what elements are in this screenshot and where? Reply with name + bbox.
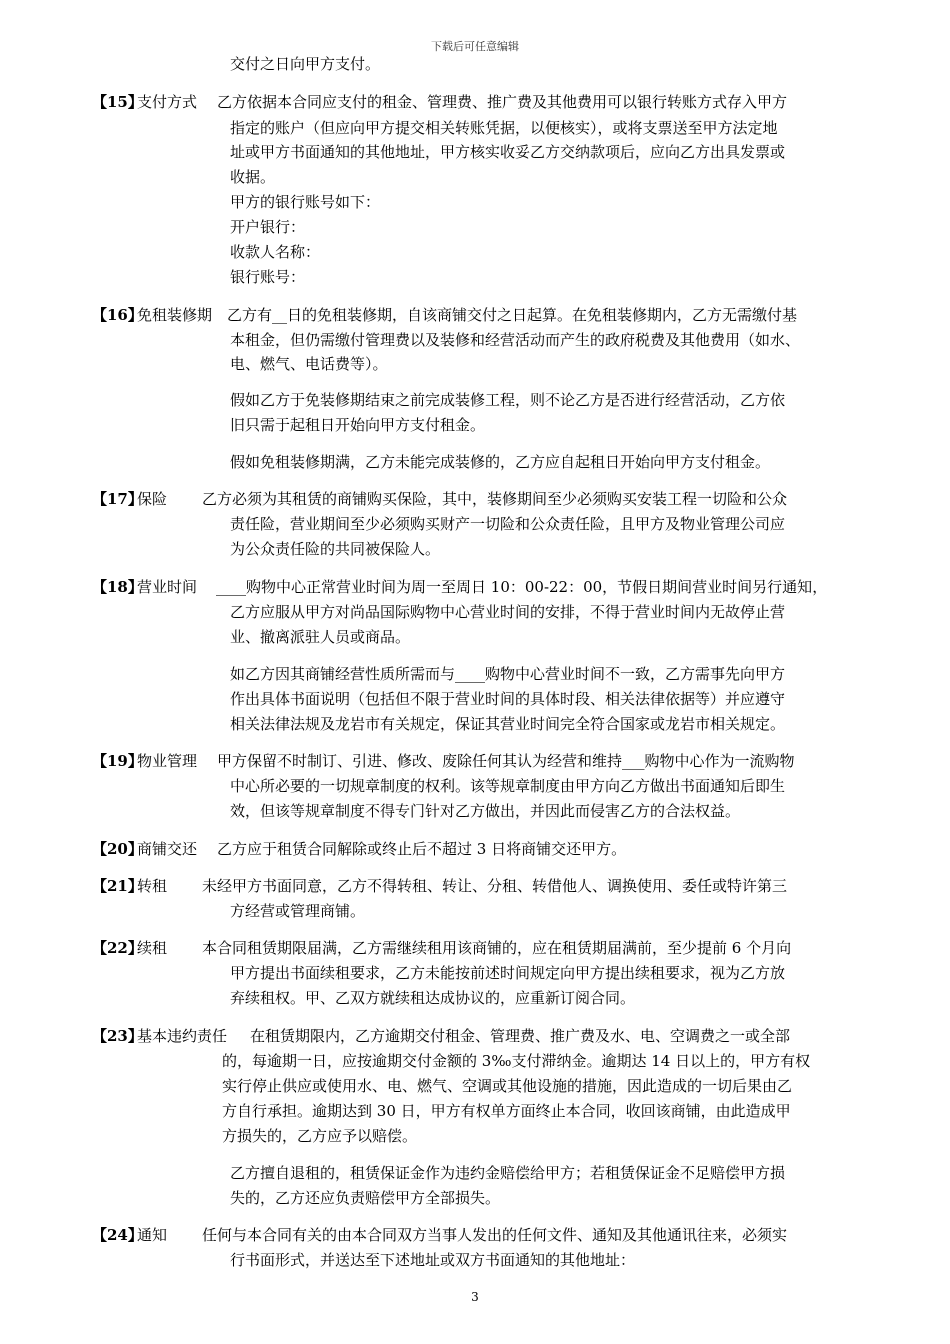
clause-text-line: 址或甲方书面通知的其他地址，甲方核实收妥乙方交纳款项后，应向乙方出具发票或 [230,143,786,161]
clause-text-line: 银行账号： [230,268,306,286]
clause-text-line: 中心所必要的一切规章制度的权利。该等规章制度由甲方向乙方做出书面通知后即生 [230,777,786,795]
clause-number: 【23】 [92,1027,143,1045]
clause-number: 【21】 [92,877,143,895]
clause-text-line: 方经营或管理商铺。 [230,902,366,920]
clause-text-line: 收据。 [230,168,276,186]
clause-text-line: 收款人名称： [230,243,321,261]
clause-text-line: 交付之日向甲方支付。 [230,55,381,73]
clause-text-line: 本合同租赁期限届满，乙方需继续租用该商铺的，应在租赁期届满前，至少提前 6 个月向 [202,939,792,957]
clause-text-line: 甲方的银行账号如下： [230,193,381,211]
clause-number: 【18】 [92,578,143,596]
page-number: 3 [471,1290,479,1304]
clause-title: 基本违约责任 [137,1027,228,1045]
clause-text-line: 乙方有__日的免租装修期，自该商铺交付之日起算。在免租装修期内，乙方无需缴付基 [227,306,798,324]
clause-number: 【15】 [92,93,143,111]
clause-text-line: 电、燃气、电话费等）。 [230,355,388,373]
clause-title: 转租 [137,877,168,895]
clause-text-line: 未经甲方书面同意，乙方不得转租、转让、分租、转借他人、调换使用、委任或特许第三 [202,877,788,895]
clause-title: 续租 [137,939,168,957]
clause-text-line: 如乙方因其商铺经营性质所需而与____购物中心营业时间不一致，乙方需事先向甲方 [230,665,786,683]
clause-text-line: 乙方应服从甲方对尚品国际购物中心营业时间的安排，不得于营业时间内无故停止营 [230,603,786,621]
clause-text-line: 作出具体书面说明（包括但不限于营业时间的具体时段、相关法律依据等）并应遵守 [230,690,786,708]
clause-text-line: 假如免租装修期满，乙方未能完成装修的，乙方应自起租日开始向甲方支付租金。 [230,453,771,471]
clause-title: 商铺交还 [137,840,198,858]
clause-text-line: 为公众责任险的共同被保险人。 [230,540,441,558]
clause-number: 【19】 [92,752,143,770]
clause-number: 【24】 [92,1226,143,1244]
clause-title: 免租装修期 [137,306,213,324]
clause-text-line: 行书面形式，并送达至下述地址或双方书面通知的其他地址： [230,1251,636,1269]
clause-text-line: 乙方必须为其租赁的商铺购买保险，其中，装修期间至少必须购买安装工程一切险和公众 [202,490,788,508]
clause-text-line: 方损失的，乙方应予以赔偿。 [222,1127,418,1145]
clause-number: 【22】 [92,939,143,957]
clause-text-line: 指定的账户（但应向甲方提交相关转账凭据，以便核实），或将支票送至甲方法定地 [230,119,778,137]
clause-text-line: 假如乙方于免装修期结束之前完成装修工程，则不论乙方是否进行经营活动，乙方依 [230,391,786,409]
clause-text-line: 方自行承担。逾期达到 30 日，甲方有权单方面终止本合同，收回该商铺，由此造成甲 [222,1102,791,1120]
clause-text-line: 业、撤离派驻人员或商品。 [230,628,411,646]
clause-text-line: 乙方应于租赁合同解除或终止后不超过 3 日将商铺交还甲方。 [217,840,627,858]
clause-text-line: 乙方依据本合同应支付的租金、管理费、推广费及其他费用可以银行转账方式存入甲方 [217,93,788,111]
clause-text-line: 弃续租权。甲、乙双方就续租达成协议的，应重新订阅合同。 [230,989,636,1007]
clause-text-line: 失的，乙方还应负责赔偿甲方全部损失。 [230,1189,501,1207]
clause-text-line: 开户银行： [230,218,306,236]
clause-text-line: 任何与本合同有关的由本合同双方当事人发出的任何文件、通知及其他通讯往来，必须实 [202,1226,788,1244]
clause-text-line: 相关法律法规及龙岩市有关规定，保证其营业时间完全符合国家或龙岩市相关规定。 [230,715,786,733]
clause-text-line: 乙方擅自退租的，租赁保证金作为违约金赔偿给甲方；若租赁保证金不足赔偿甲方损 [230,1164,786,1182]
clause-text-line: 旧只需于起租日开始向甲方支付租金。 [230,416,486,434]
clause-text-line: 实行停止供应或使用水、电、燃气、空调或其他设施的措施，因此造成的一切后果由乙 [222,1077,793,1095]
clause-text-line: 甲方提出书面续租要求，乙方未能按前述时间规定向甲方提出续租要求，视为乙方放 [230,964,786,982]
clause-text-line: 效，但该等规章制度不得专门针对乙方做出，并因此而侵害乙方的合法权益。 [230,802,741,820]
clause-text-line: 责任险，营业期间至少必须购买财产一切险和公众责任险，且甲方及物业管理公司应 [230,515,786,533]
clause-text-line: 甲方保留不时制订、引进、修改、废除任何其认为经营和维持___购物中心作为一流购物 [217,752,795,770]
clause-title: 保险 [137,490,168,508]
page-header: 下载后可任意编辑 [431,40,519,53]
clause-title: 营业时间 [137,578,198,596]
clause-number: 【20】 [92,840,143,858]
clause-title: 通知 [137,1226,168,1244]
clause-text-line: 的，每逾期一日，应按逾期交付金额的 3‰支付滞纳金。逾期达 14 日以上的，甲方有权 [222,1052,811,1070]
clause-title: 支付方式 [137,93,198,111]
clause-number: 【17】 [92,490,143,508]
clause-text-line: 本租金，但仍需缴付管理费以及装修和经营活动而产生的政府税费及其他费用（如水、 [230,331,801,349]
clause-number: 【16】 [92,306,143,324]
clause-text-line: ____购物中心正常营业时间为周一至周日 10：00-22：00，节假日期间营业时间另行通知， [216,578,828,596]
clause-text-line: 在租赁期限内，乙方逾期交付租金、管理费、推广费及水、电、空调费之一或全部 [250,1027,791,1045]
clause-title: 物业管理 [137,752,198,770]
